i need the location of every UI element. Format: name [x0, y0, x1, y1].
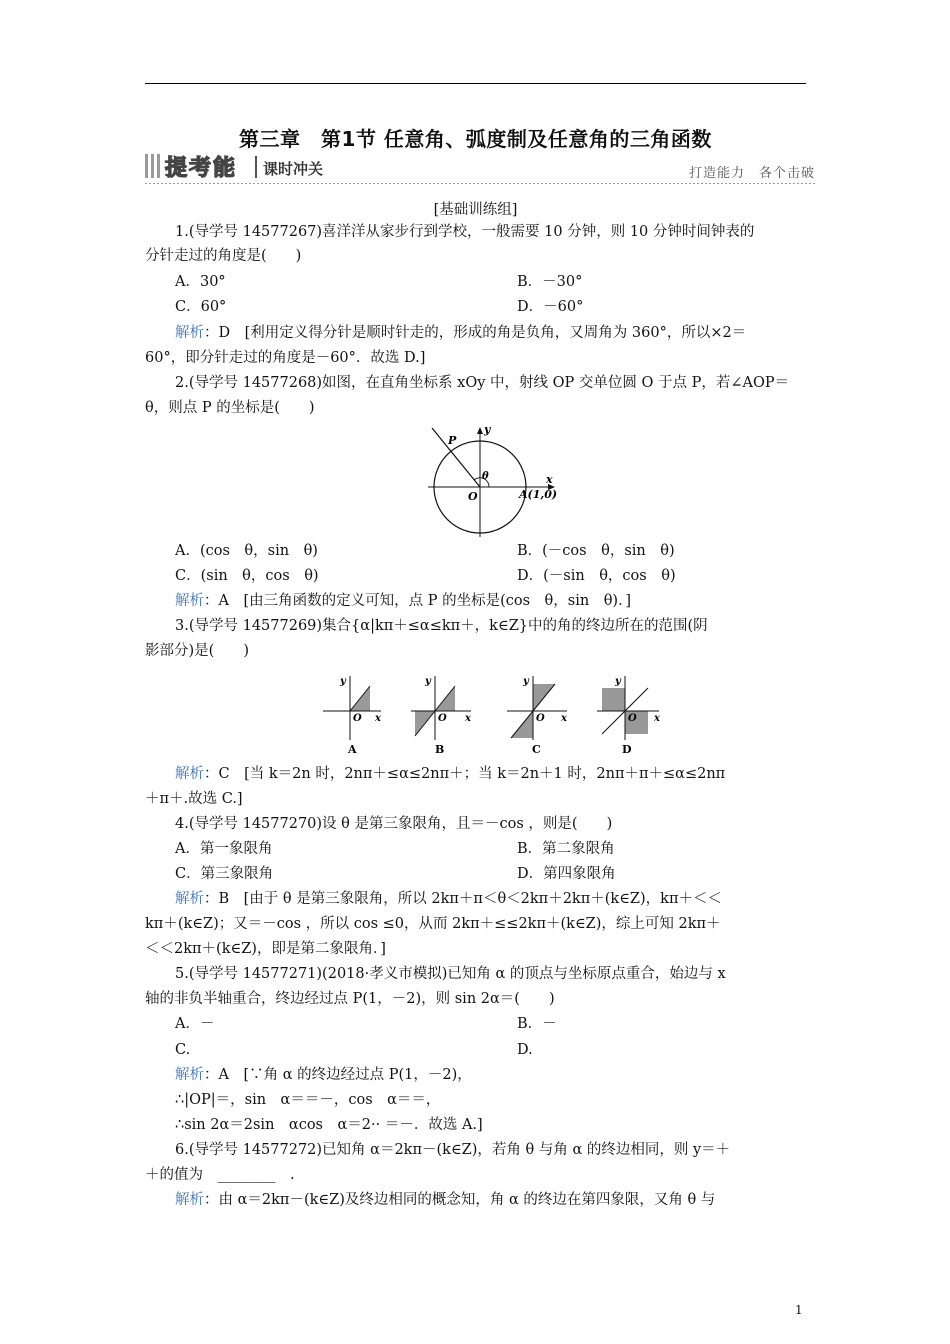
q2-stem-line2: θ，则点 P 的坐标是( ): [145, 400, 315, 416]
q5-option-a: A．－: [175, 1016, 215, 1032]
origin-label: O: [468, 490, 478, 503]
answer-label: 解析: [175, 325, 204, 341]
q2-answer-line1: [175, 591, 631, 611]
q1-option-d: D．－60°: [517, 299, 584, 315]
q3-answer-line1: [175, 764, 725, 784]
answer-label: 解析: [175, 593, 204, 609]
fig-c-y: y: [523, 676, 529, 687]
section-banner: [145, 150, 815, 184]
banner-main-label: 提考能: [165, 156, 238, 181]
page-number: 1: [795, 1303, 803, 1317]
section-label: [基础训练组]: [433, 202, 518, 218]
fig-b-y: y: [425, 676, 431, 687]
figure-option-c: [507, 676, 568, 756]
q6-answer-line1: [175, 1190, 715, 1210]
shaded-regions-figure: [315, 668, 670, 760]
q5-answer-line3: ∴sin 2α＝2sin αcos α＝2·· ＝－．故选 A.]: [175, 1117, 483, 1133]
banner-stripes: [145, 154, 161, 178]
shade-d-upper: [602, 688, 625, 711]
figure-option-a: [323, 676, 382, 756]
fig-c-x: x: [561, 713, 567, 724]
q3-answer-line2: ＋π＋.故选 C.]: [145, 791, 243, 807]
q1-answer-text1: ：D [利用定义得分针是顺时针走的，形成的角是负角，又周角为 360°，所以×2＝: [204, 325, 747, 341]
q4-option-c: C．第三象限角: [175, 866, 274, 882]
q4-option-d: D．第四象限角: [517, 866, 616, 882]
q3-answer-text1: ：C [当 k＝2n 时，2nπ＋≤α≤2nπ＋；当 k＝2n＋1 时，2nπ＋π＋≤α≤2nπ: [204, 766, 726, 782]
fig-d-o: O: [628, 713, 637, 724]
q1-stem-line2: 分针走过的角度是( ): [145, 248, 302, 264]
q1-option-c: C．60°: [175, 299, 227, 315]
fig-a-x: x: [375, 713, 381, 724]
point-a-label: A(1,0): [519, 488, 558, 501]
banner-dotted-rule: [145, 183, 815, 184]
q2-answer-text1: ：A [由三角函数的定义可知，点 P 的坐标是(cos θ，sin θ)．]: [204, 593, 631, 609]
y-axis-arrow: [477, 427, 483, 434]
answer-label: 解析: [175, 891, 204, 907]
q5-option-b: B．－: [517, 1016, 557, 1032]
q5-option-c: C.: [175, 1042, 191, 1058]
fig-b-x: x: [465, 713, 471, 724]
theta-label: θ: [482, 471, 489, 482]
q1-option-b: B．－30°: [517, 274, 583, 290]
fig-d-x: x: [654, 713, 660, 724]
q5-stem-line1: 5.(导学号 14577271)(2018·孝义市模拟)已知角 α 的顶点与坐标原点重合，始边与 x: [175, 966, 726, 982]
q5-answer-line1: [175, 1065, 472, 1085]
q3-stem-line1: 3.(导学号 14577269)集合{α|kπ＋≤α≤kπ＋，k∈Z}中的角的终边所在的范围(阴: [175, 618, 708, 634]
fig-d-label: D: [622, 743, 632, 756]
fig-a-y: y: [340, 676, 346, 687]
q1-option-a: A．30°: [175, 274, 226, 290]
fig-c-o: O: [536, 713, 545, 724]
q1-stem-line1: 1.(导学号 14577267)喜洋洋从家步行到学校，一般需要 10 分钟，则 10 分钟时间钟表的: [175, 224, 755, 240]
chapter-title: 第三章 第1节 任意角、弧度制及任意角的三角函数: [239, 127, 712, 151]
figure-option-b: [411, 676, 472, 756]
q2-option-c: C．(sin θ，cos θ): [175, 568, 319, 584]
q2-option-d: D．(－sin θ，cos θ): [517, 568, 676, 584]
q2-option-b: B．(－cos θ，sin θ): [517, 543, 675, 559]
q1-answer-line1: [175, 323, 746, 343]
q4-option-a: A．第一象限角: [175, 841, 273, 857]
answer-label: 解析: [175, 1067, 204, 1083]
banner-divider: [255, 156, 257, 178]
x-label: x: [546, 473, 553, 486]
q5-answer-text1: ：A [∵角 α 的终边经过点 P(1，－2)，: [204, 1067, 472, 1083]
q3-stem-line2: 影部分)是( ): [145, 643, 249, 659]
q4-answer-line1: [175, 889, 722, 909]
fig-a-label: A: [348, 743, 357, 756]
q6-answer-text1: ：由 α＝2kπ－(k∈Z)及终边相同的概念知，角 α 的终边在第四象限，又角 θ 与: [204, 1192, 716, 1208]
fig-b-o: O: [438, 713, 447, 724]
q4-stem-line1: 4.(导学号 14577270)设 θ 是第三象限角，且＝－cos ，则是( ): [175, 816, 613, 832]
q4-answer-line2: kπ＋(k∈Z)；又＝－cos ，所以 cos ≤0，从而 2kπ＋≤≤2kπ＋(k∈Z)，综上可知 2kπ＋: [145, 916, 721, 932]
unit-circle-figure: [418, 422, 563, 538]
answer-label: 解析: [175, 766, 204, 782]
banner-slogan: 打造能力 各个击破: [688, 166, 815, 181]
answer-label: 解析: [175, 1192, 204, 1208]
header-rule: [145, 83, 806, 84]
point-p-label: P: [448, 434, 457, 447]
q4-option-b: B．第二象限角: [517, 841, 615, 857]
fig-a-o: O: [353, 713, 362, 724]
q5-stem-line2: 轴的非负半轴重合，终边经过点 P(1，－2)，则 sin 2α＝( ): [145, 991, 555, 1007]
banner-sub-label: 课时冲关: [263, 160, 324, 178]
fig-c-label: C: [532, 743, 541, 756]
figure-option-d: [597, 676, 661, 756]
q4-answer-line3: ＜＜2kπ＋(k∈Z)，即是第二象限角．]: [145, 941, 386, 957]
fig-b-label: B: [435, 743, 445, 756]
q1-answer-line2: 60°，即分针走过的角度是－60°．故选 D.]: [145, 350, 426, 366]
q6-stem-line1: 6.(导学号 14577272)已知角 α＝2kπ－(k∈Z)，若角 θ 与角 α 的终边相同，则 y＝＋: [175, 1142, 731, 1158]
y-label: y: [484, 423, 491, 436]
q2-option-a: A．(cos θ，sin θ): [175, 543, 318, 559]
q5-answer-line2: ∴|OP|＝，sin α＝＝－，cos α＝＝，: [175, 1092, 441, 1108]
q4-answer-text1: ：B [由于 θ 是第三象限角，所以 2kπ＋π＜θ＜2kπ＋2kπ＋(k∈Z)，kπ＋＜＜: [204, 891, 722, 907]
q5-option-d: D.: [517, 1042, 533, 1058]
q2-stem-line1: 2.(导学号 14577268)如图，在直角坐标系 xOy 中，射线 OP 交单位圆 O 于点 P，若∠AOP＝: [175, 375, 790, 391]
q6-stem-line2: ＋的值为 ________ .: [145, 1167, 295, 1183]
fig-d-y: y: [615, 676, 621, 687]
